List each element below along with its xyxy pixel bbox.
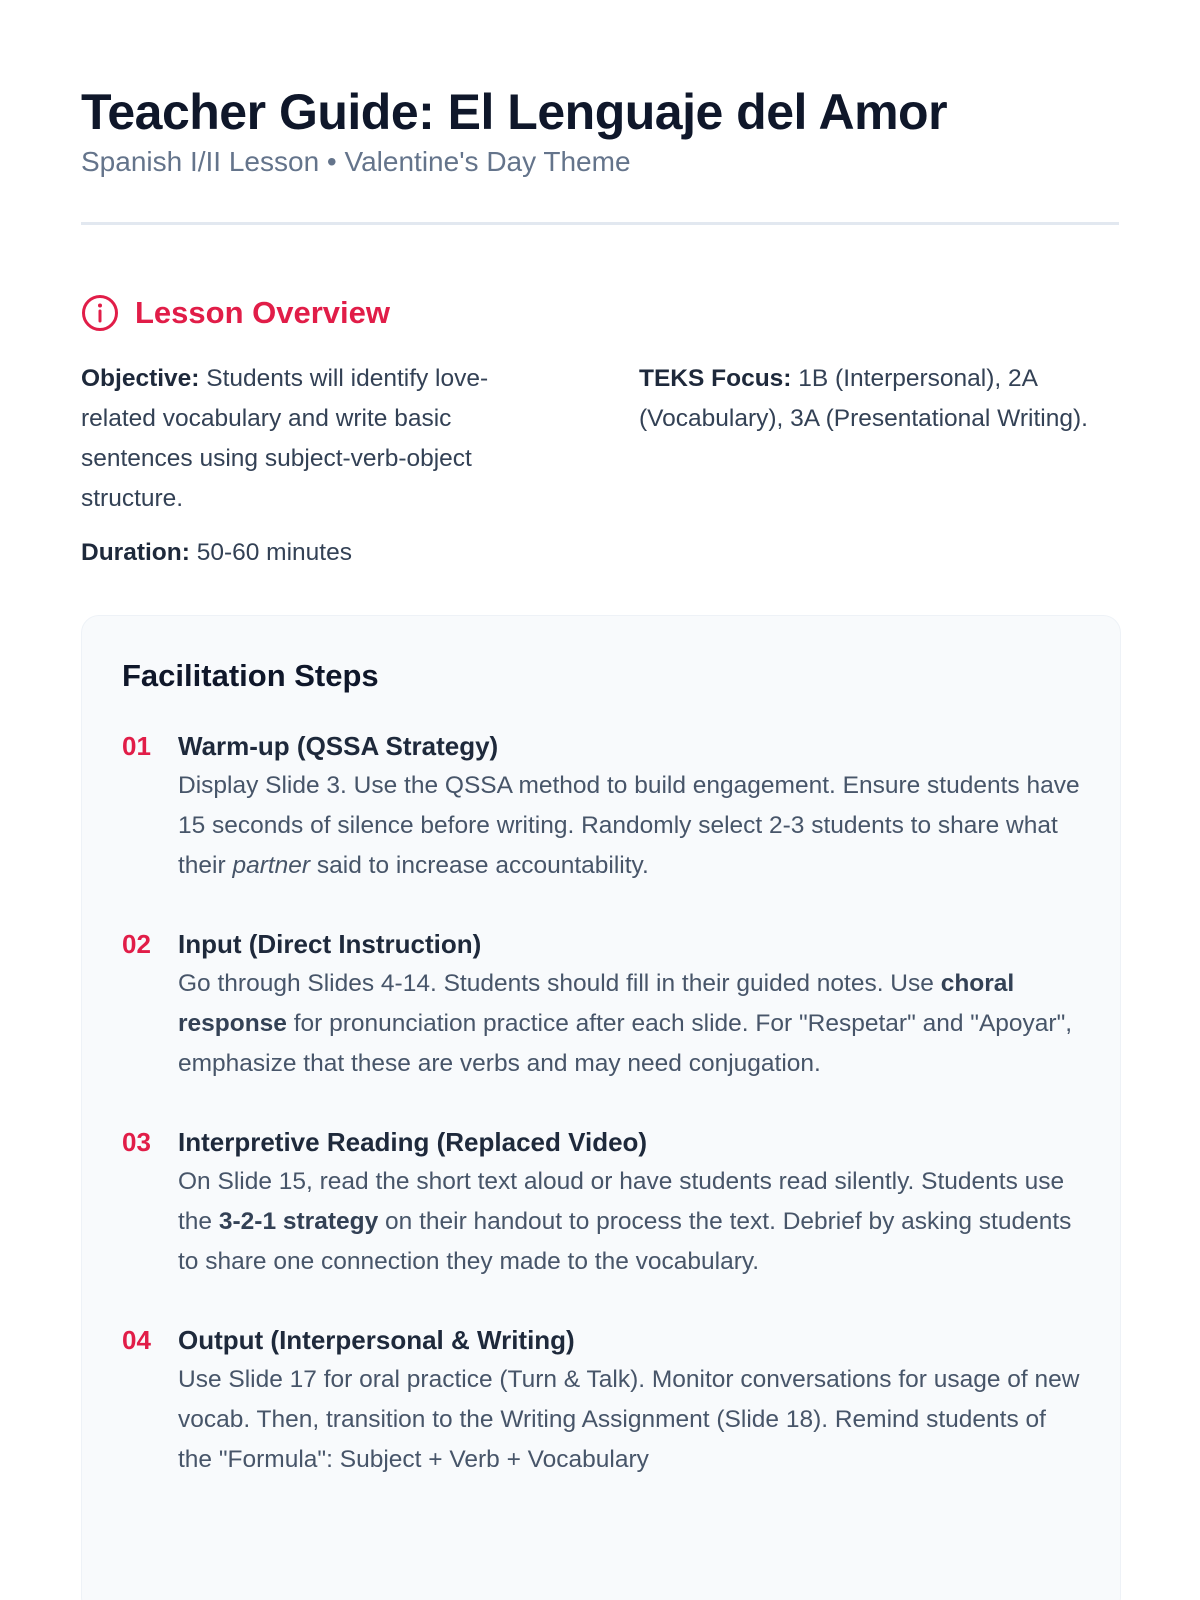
facilitation-steps-heading: Facilitation Steps bbox=[122, 658, 379, 693]
step-body bbox=[178, 924, 1080, 1084]
step-number: 04 bbox=[122, 1325, 151, 1355]
info-circle-icon bbox=[81, 294, 119, 332]
step-text-strong: choral response bbox=[178, 970, 1015, 1037]
step-text-strong: 3-2-1 strategy bbox=[218, 1208, 379, 1235]
step-item bbox=[122, 924, 1080, 1084]
step-text-part: for pronunciation practice after each slide. For "Respetar" and "Apoyar", emphasize that these are verbs and may need conjugation. bbox=[178, 1010, 1073, 1077]
lesson-overview-heading: Lesson Overview bbox=[135, 295, 391, 330]
step-body bbox=[178, 1320, 1080, 1480]
step-body bbox=[178, 726, 1080, 886]
step-title: Warm-up (QSSA Strategy) bbox=[178, 731, 499, 761]
step-title: Input (Direct Instruction) bbox=[178, 929, 482, 959]
step-item bbox=[122, 1122, 1080, 1282]
step-text bbox=[178, 964, 1080, 1084]
step-text-part: Display Slide 3. Use the QSSA method to build engagement. Ensure students have 15 seconds of silence before writing. Randomly select 2-3 students to share what their bbox=[178, 772, 1080, 879]
step-text-part: On Slide 15, read the short text aloud or have students read silently. Students use the bbox=[178, 1168, 1065, 1235]
step-text bbox=[178, 1162, 1080, 1282]
step-title: Output (Interpersonal & Writing) bbox=[178, 1325, 575, 1355]
lesson-overview-header bbox=[81, 291, 1119, 335]
duration-block bbox=[81, 533, 1119, 573]
page-title: Teacher Guide: El Lenguaje del Amor bbox=[81, 84, 948, 140]
step-item bbox=[122, 726, 1080, 886]
step-title: Interpretive Reading (Replaced Video) bbox=[178, 1127, 648, 1157]
teks-label: TEKS Focus: bbox=[639, 365, 792, 392]
teks-block bbox=[639, 359, 1119, 519]
teks-text: 1B (Interpersonal), 2A (Vocabulary), 3A (Presentational Writing). bbox=[639, 365, 1088, 432]
step-text bbox=[178, 1360, 1080, 1480]
step-text-part: said to increase accountability. bbox=[310, 852, 649, 879]
step-text-part: Go through Slides 4-14. Students should fill in their guided notes. Use bbox=[178, 970, 941, 997]
step-number: 01 bbox=[122, 731, 151, 761]
page-subtitle: Spanish I/II Lesson • Valentine's Day Theme bbox=[81, 146, 631, 177]
duration-text: 50-60 minutes bbox=[196, 539, 352, 566]
step-text-part: on their handout to process the text. Debrief by asking students to share one connection they made to the vocabulary. bbox=[178, 1208, 1072, 1275]
duration-label: Duration: bbox=[81, 539, 190, 566]
step-text-emphasis: partner bbox=[232, 852, 311, 879]
facilitation-steps-card bbox=[81, 615, 1121, 1600]
header-divider bbox=[81, 222, 1119, 225]
step-number: 02 bbox=[122, 929, 151, 959]
objective-label: Objective: bbox=[81, 365, 200, 392]
objective-text: Students will identify love-related vocabulary and write basic sentences using subject-verb-object structure. bbox=[81, 365, 489, 512]
step-item bbox=[122, 1320, 1080, 1480]
objective-block bbox=[81, 359, 561, 519]
step-body bbox=[178, 1122, 1080, 1282]
overview-grid bbox=[81, 359, 1119, 519]
step-text-part: Use Slide 17 for oral practice (Turn & Talk). Monitor conversations for usage of new vocab. Then, transition to the Writing Assignment (Slide 18). Remind students of the "Formula": Subject + Verb + Vocabulary bbox=[178, 1366, 1080, 1473]
step-text bbox=[178, 766, 1080, 886]
step-number: 03 bbox=[122, 1127, 151, 1157]
